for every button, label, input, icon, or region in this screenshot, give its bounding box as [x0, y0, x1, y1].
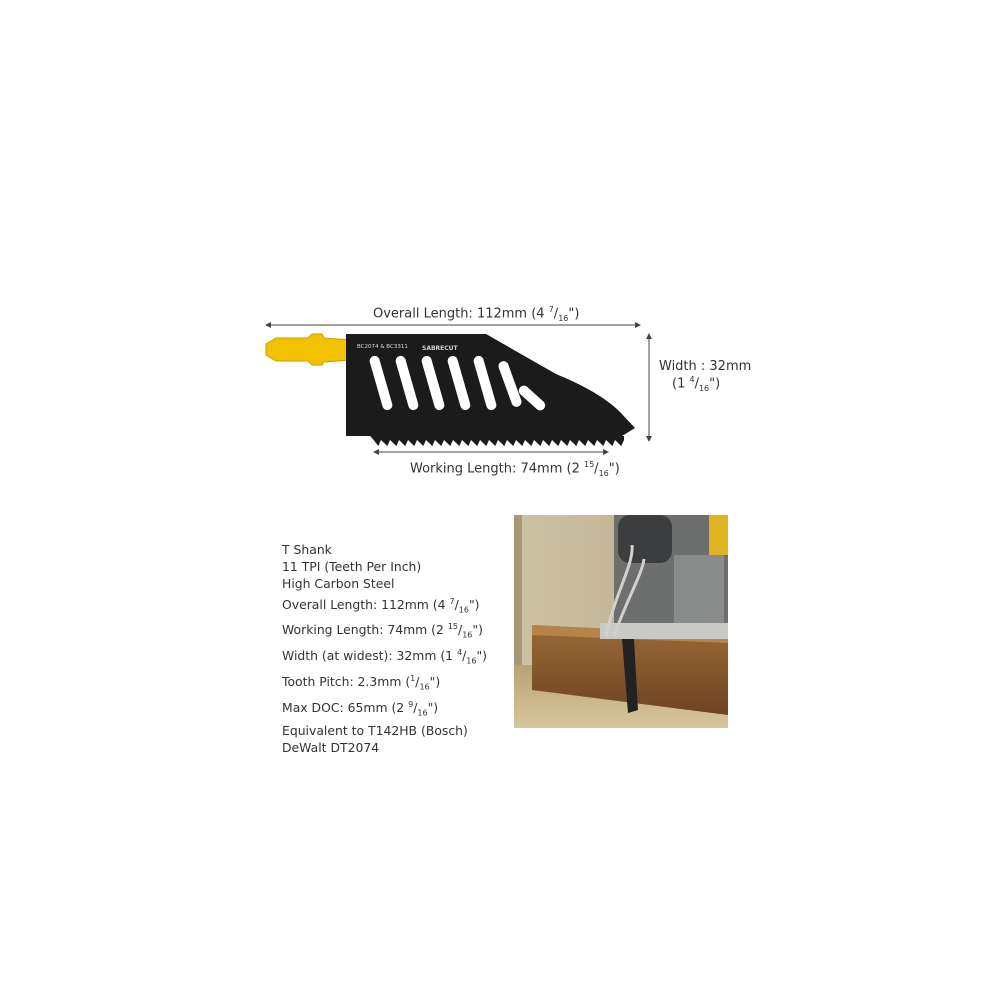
brand-logo: SABRECUT: [422, 345, 458, 352]
overall-length-tail: "): [568, 306, 580, 322]
spec-item: [282, 558, 487, 575]
spec-fraction-den: 16: [462, 631, 473, 640]
working-length-label: Working Length: 74mm (2 $^{15}/_{16}$"): [410, 460, 620, 478]
spec-fraction-den: 16: [458, 605, 469, 615]
width-tail: "): [709, 376, 721, 392]
spec-item-text: High Carbon Steel: [282, 576, 395, 592]
spec-item: Tooth Pitch: 2.3mm $(^1/_{16}")$: [282, 674, 441, 692]
spec-item-text: Tooth Pitch: 2.3mm (: [282, 674, 411, 690]
spec-item: Max DOC: 65mm (2 $^9/_{16}$"): [282, 699, 439, 718]
spec-item-text: Overall Length: 112mm (4: [282, 596, 450, 612]
overall-length-den: 16: [558, 313, 569, 323]
spec-item-text: 11 TPI (Teeth Per Inch): [282, 559, 422, 575]
spec-item-text: Equivalent to T142HB (Bosch): [282, 722, 468, 738]
overall-length-label: Overall Length: 112mm (4 $^7/_{16}$"): [373, 305, 580, 323]
width-text: (1: [672, 376, 690, 392]
width-label-line2: (1 $^4/_{16}$"): [672, 375, 721, 393]
spec-fraction-tail: "): [429, 674, 441, 690]
overall-length-num: 7: [548, 305, 554, 314]
spec-item: [282, 722, 487, 739]
spec-item-text: DeWalt DT2074: [282, 739, 380, 755]
spec-fraction-num: 7: [449, 596, 455, 606]
spec-fraction-tail: "): [472, 622, 483, 638]
width-num: 4: [689, 375, 695, 384]
spec-fraction-num: 1: [410, 674, 416, 683]
spec-item: [282, 541, 487, 558]
spec-fraction-den: 16: [419, 682, 430, 692]
working-length-text: Working Length: 74mm (2: [410, 461, 584, 477]
spec-item: [282, 575, 487, 592]
blade-imprint: BC2074 & BC3311: [357, 344, 408, 350]
spec-fraction-num: 4: [457, 648, 463, 658]
spec-item: Working Length: 74mm (2 $^{15}/_{16}$"): [282, 622, 483, 640]
width-label-line1: Width : 32mm: [659, 359, 752, 374]
spec-fraction-den: 16: [466, 656, 477, 666]
spec-item: Width (at widest): 32mm (1 $^4/_{16}$"): [282, 648, 488, 666]
spec-item-text: Max DOC: 65mm (2: [282, 699, 409, 715]
working-length-num: 15: [583, 460, 595, 469]
spec-item-text: Width (at widest): 32mm (1: [282, 648, 457, 664]
spec-fraction-num: 15: [447, 622, 459, 632]
blade-shank: [266, 334, 350, 365]
spec-item-text: T Shank: [282, 542, 332, 557]
spec-fraction-tail: "): [468, 596, 480, 612]
spec-fraction-num: 9: [408, 699, 414, 709]
width-den: 16: [698, 383, 710, 393]
spec-item: Overall Length: 112mm (4 $^7/_{16}$"): [282, 596, 480, 615]
spec-item: [282, 739, 487, 756]
working-length-den: 16: [598, 468, 609, 478]
working-length-tail: "): [608, 461, 620, 477]
spec-fraction-tail: "): [427, 699, 439, 715]
overall-length-text: Overall Length: 112mm (4: [373, 306, 549, 322]
spec-item-text: Working Length: 74mm (2: [282, 622, 448, 638]
jigsaw-cutting-wood-photo: [514, 515, 728, 728]
spec-fraction-tail: "): [476, 648, 488, 664]
spec-fraction-den: 16: [417, 708, 428, 718]
spec-list: [282, 541, 487, 756]
